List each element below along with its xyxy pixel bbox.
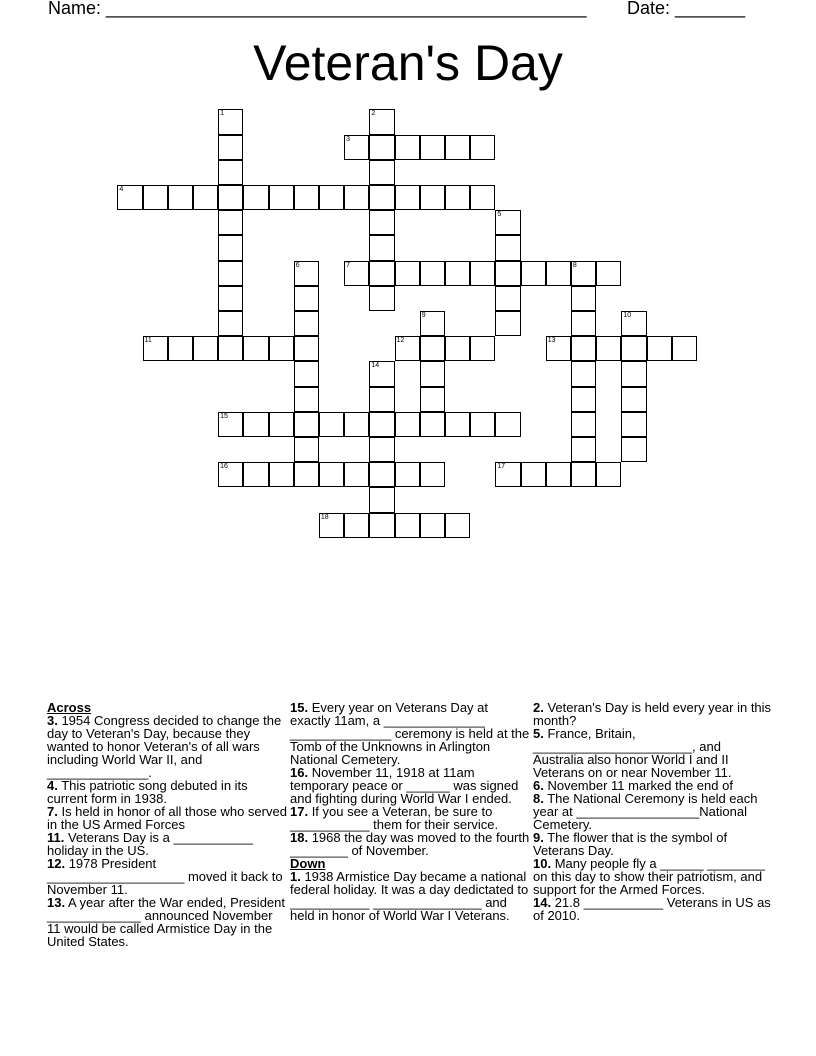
grid-cell[interactable] xyxy=(571,462,596,487)
grid-cell[interactable] xyxy=(571,412,596,437)
clue-text: The National Ceremony is held each year at _________________National Cemetery. xyxy=(533,791,758,832)
clue-number-label: 17 xyxy=(497,463,506,471)
grid-cell[interactable] xyxy=(369,487,394,512)
grid-cell[interactable] xyxy=(596,261,621,286)
clue-number-label: 18 xyxy=(320,513,329,521)
clue-text: If you see a Veteran, be sure to ___________ them for their service. xyxy=(290,804,499,832)
grid-cell[interactable] xyxy=(344,185,369,210)
grid-cell[interactable] xyxy=(571,336,596,361)
grid-cell[interactable] xyxy=(420,387,445,412)
clue-number-label: 6 xyxy=(295,261,300,269)
grid-cell[interactable] xyxy=(193,185,218,210)
clue-across-4 xyxy=(47,779,287,805)
clue-text: 1978 President ___________________ moved it back to November 11. xyxy=(47,856,283,897)
grid-cell[interactable] xyxy=(369,513,394,538)
grid-cell[interactable] xyxy=(445,261,470,286)
grid-cell[interactable] xyxy=(143,336,168,361)
grid-cell[interactable] xyxy=(344,412,369,437)
clue-number-label: 11 xyxy=(144,337,152,345)
grid-cell[interactable] xyxy=(495,462,520,487)
clue-text: Every year on Veterans Day at exactly 11am, a ______________ ______________ ceremony is held at the Tomb of the Unknowns in Arlington National Cemetery. xyxy=(290,700,530,767)
grid-cell[interactable] xyxy=(319,462,344,487)
grid-cell[interactable] xyxy=(546,261,571,286)
clue-number: 17. xyxy=(290,804,309,819)
clue-number: 15. xyxy=(290,700,309,715)
grid-cell[interactable] xyxy=(546,336,571,361)
grid-cell[interactable] xyxy=(294,462,319,487)
clue-number-label: 12 xyxy=(396,337,405,345)
clue-across-16 xyxy=(290,766,530,805)
clue-number: 2. xyxy=(533,700,544,715)
clue-text: November 11, 1918 at 11am temporary peace or ______ was signed and fighting during World War I ended. xyxy=(290,765,519,806)
grid-cell[interactable] xyxy=(369,286,394,311)
grid-cell[interactable] xyxy=(168,185,193,210)
grid-cell[interactable] xyxy=(395,336,420,361)
grid-cell[interactable] xyxy=(369,235,394,260)
grid-cell[interactable] xyxy=(621,336,646,361)
clue-down-1 xyxy=(290,870,530,922)
grid-cell[interactable] xyxy=(470,336,495,361)
grid-cell[interactable] xyxy=(420,261,445,286)
grid-cell[interactable] xyxy=(344,135,369,160)
grid-cell[interactable] xyxy=(193,336,218,361)
grid-cell[interactable] xyxy=(218,185,243,210)
grid-cell[interactable] xyxy=(621,311,646,336)
grid-cell[interactable] xyxy=(344,513,369,538)
grid-cell[interactable] xyxy=(168,336,193,361)
grid-cell[interactable] xyxy=(269,336,294,361)
grid-cell[interactable] xyxy=(369,210,394,235)
date-field: Date: _______ xyxy=(627,0,746,18)
grid-cell[interactable] xyxy=(571,361,596,386)
clue-text: The flower that is the symbol of Veterans Day. xyxy=(533,830,728,858)
grid-cell[interactable] xyxy=(218,286,243,311)
grid-cell[interactable] xyxy=(470,261,495,286)
grid-cell[interactable] xyxy=(420,361,445,386)
clue-number: 1. xyxy=(290,869,301,884)
clue-number: 5. xyxy=(533,726,544,741)
grid-cell[interactable] xyxy=(319,513,344,538)
clue-text: Veteran's Day is held every year in this month? xyxy=(533,700,772,728)
clue-text: 1968 the day was moved to the fourth ________ of November. xyxy=(290,830,530,858)
grid-cell[interactable] xyxy=(218,235,243,260)
grid-cell[interactable] xyxy=(470,185,495,210)
clue-number-label: 5 xyxy=(497,211,502,219)
clue-number-label: 3 xyxy=(346,135,351,143)
clue-number: 14. xyxy=(533,895,552,910)
clue-down-14 xyxy=(533,896,773,922)
grid-cell[interactable] xyxy=(621,361,646,386)
grid-cell[interactable] xyxy=(369,361,394,386)
grid-cell[interactable] xyxy=(420,336,445,361)
clue-column-2 xyxy=(290,701,530,922)
clue-number-label: 7 xyxy=(346,261,351,269)
grid-cell[interactable] xyxy=(294,311,319,336)
grid-cell[interactable] xyxy=(319,412,344,437)
clue-text: 1938 Armistice Day became a national federal holiday. It was a day dedictated to ___________ _______________ and held in honor of World War I Veterans. xyxy=(290,869,529,923)
grid-cell[interactable] xyxy=(369,109,394,134)
clue-number: 12. xyxy=(47,856,66,871)
grid-cell[interactable] xyxy=(495,235,520,260)
grid-cell[interactable] xyxy=(445,185,470,210)
grid-cell[interactable] xyxy=(445,513,470,538)
grid-cell[interactable] xyxy=(344,462,369,487)
grid-cell[interactable] xyxy=(445,412,470,437)
grid-cell[interactable] xyxy=(420,462,445,487)
grid-cell[interactable] xyxy=(294,336,319,361)
clue-number: 9. xyxy=(533,830,544,845)
grid-cell[interactable] xyxy=(420,412,445,437)
grid-cell[interactable] xyxy=(294,286,319,311)
clue-text: A year after the War ended, President _____________ announced November 11 would be called Armistice Day in the United States. xyxy=(47,895,285,949)
clue-across-18 xyxy=(290,831,530,857)
grid-cell[interactable] xyxy=(571,437,596,462)
grid-cell[interactable] xyxy=(672,336,697,361)
grid-cell[interactable] xyxy=(420,513,445,538)
grid-cell[interactable] xyxy=(521,462,546,487)
grid-cell[interactable] xyxy=(143,185,168,210)
clue-number-label: 13 xyxy=(547,337,556,345)
grid-cell[interactable] xyxy=(294,412,319,437)
grid-cell[interactable] xyxy=(218,462,243,487)
clue-text: November 11 marked the end of xyxy=(543,778,733,793)
grid-cell[interactable] xyxy=(395,135,420,160)
grid-cell[interactable] xyxy=(218,336,243,361)
clue-number-label: 9 xyxy=(421,311,426,319)
grid-cell[interactable] xyxy=(243,185,268,210)
clue-column-1 xyxy=(47,701,287,948)
clue-text: This patriotic song debuted in its current form in 1938. xyxy=(47,778,248,806)
grid-cell[interactable] xyxy=(571,261,596,286)
clue-number: 8. xyxy=(533,791,544,806)
clue-number-label: 14 xyxy=(371,362,380,370)
grid-cell[interactable] xyxy=(470,412,495,437)
grid-cell[interactable] xyxy=(218,109,243,134)
clue-number-label: 8 xyxy=(572,261,577,269)
clue-number-label: 16 xyxy=(220,463,228,471)
clue-number: 6. xyxy=(533,778,544,793)
grid-cell[interactable] xyxy=(521,261,546,286)
grid-cell[interactable] xyxy=(218,210,243,235)
grid-cell[interactable] xyxy=(369,437,394,462)
grid-cell[interactable] xyxy=(269,185,294,210)
clue-down-10 xyxy=(533,857,773,896)
clue-text: Many people fly a ______ ________ on this day to show their patriotism, and support for the Armed Forces. xyxy=(533,856,766,897)
clue-number: 16. xyxy=(290,765,309,780)
clue-number: 7. xyxy=(47,804,58,819)
grid-cell[interactable] xyxy=(218,160,243,185)
grid-cell[interactable] xyxy=(243,412,268,437)
grid-cell[interactable] xyxy=(420,135,445,160)
clue-number-label: 2 xyxy=(371,110,376,118)
across-heading: Across xyxy=(47,700,92,715)
grid-cell[interactable] xyxy=(294,185,319,210)
clue-number: 18. xyxy=(290,830,309,845)
grid-cell[interactable] xyxy=(369,412,394,437)
clue-number: 10. xyxy=(533,856,552,871)
clue-number: 11. xyxy=(47,830,65,845)
grid-cell[interactable] xyxy=(621,387,646,412)
grid-cell[interactable] xyxy=(571,286,596,311)
grid-cell[interactable] xyxy=(369,261,394,286)
clue-text: Is held in honor of all those who served in the US Armed Forces xyxy=(47,804,287,832)
grid-cell[interactable] xyxy=(470,135,495,160)
grid-cell[interactable] xyxy=(269,462,294,487)
clue-text: 21.8 ___________ Veterans in US as of 2010. xyxy=(533,895,771,923)
grid-cell[interactable] xyxy=(369,462,394,487)
clue-number-label: 4 xyxy=(119,185,124,193)
grid-cell[interactable] xyxy=(495,412,520,437)
grid-cell[interactable] xyxy=(445,336,470,361)
grid-cell[interactable] xyxy=(420,185,445,210)
grid-cell[interactable] xyxy=(369,185,394,210)
clue-down-2 xyxy=(533,701,773,727)
grid-cell[interactable] xyxy=(117,185,142,210)
grid-cell[interactable] xyxy=(294,387,319,412)
grid-cell[interactable] xyxy=(243,462,268,487)
grid-cell[interactable] xyxy=(395,462,420,487)
clue-text: Veterans Day is a ___________ holiday in the US. xyxy=(47,830,253,858)
clue-column-3 xyxy=(533,701,773,922)
clue-down-5 xyxy=(533,727,773,779)
name-field: Name: ________________________________________________ xyxy=(48,0,587,18)
grid-cell[interactable] xyxy=(369,135,394,160)
grid-cell[interactable] xyxy=(344,261,369,286)
grid-cell[interactable] xyxy=(395,412,420,437)
clue-across-13 xyxy=(47,896,287,948)
grid-cell[interactable] xyxy=(647,336,672,361)
clue-down-8 xyxy=(533,792,773,831)
grid-cell[interactable] xyxy=(294,261,319,286)
grid-cell[interactable] xyxy=(395,185,420,210)
clue-number: 3. xyxy=(47,713,58,728)
clue-number-label: 1 xyxy=(220,110,225,118)
grid-cell[interactable] xyxy=(218,412,243,437)
page-title: Veteran's Day xyxy=(253,35,563,91)
down-heading: Down xyxy=(290,856,326,871)
grid-cell[interactable] xyxy=(596,336,621,361)
clue-across-11 xyxy=(47,831,287,857)
grid-cell[interactable] xyxy=(445,135,470,160)
clue-text: France, Britain, ______________________, and Australia also honor World I and II Veterans on or near November 11. xyxy=(533,726,732,780)
clue-down-9 xyxy=(533,831,773,857)
grid-cell[interactable] xyxy=(395,261,420,286)
grid-cell[interactable] xyxy=(420,311,445,336)
grid-cell[interactable] xyxy=(218,311,243,336)
grid-cell[interactable] xyxy=(596,462,621,487)
grid-cell[interactable] xyxy=(218,135,243,160)
clue-number-label: 10 xyxy=(623,311,632,319)
grid-cell[interactable] xyxy=(294,437,319,462)
grid-cell[interactable] xyxy=(495,210,520,235)
grid-cell[interactable] xyxy=(243,336,268,361)
grid-cell[interactable] xyxy=(495,261,520,286)
clue-across-15 xyxy=(290,701,530,766)
clue-across-17 xyxy=(290,805,530,831)
grid-cell[interactable] xyxy=(294,361,319,386)
grid-cell[interactable] xyxy=(495,286,520,311)
grid-cell[interactable] xyxy=(571,387,596,412)
grid-cell[interactable] xyxy=(621,412,646,437)
clue-across-12 xyxy=(47,857,287,896)
grid-cell[interactable] xyxy=(369,387,394,412)
grid-cell[interactable] xyxy=(571,311,596,336)
grid-cell[interactable] xyxy=(319,185,344,210)
clue-number: 13. xyxy=(47,895,66,910)
clue-number: 4. xyxy=(47,778,58,793)
grid-cell[interactable] xyxy=(546,462,571,487)
clue-across-7 xyxy=(47,805,287,831)
grid-cell[interactable] xyxy=(269,412,294,437)
grid-cell[interactable] xyxy=(495,311,520,336)
clue-number-label: 15 xyxy=(220,412,228,420)
clue-across-3 xyxy=(47,714,287,779)
grid-cell[interactable] xyxy=(369,160,394,185)
clue-text: 1954 Congress decided to change the day to Veteran's Day, because they wanted to honor Veteran's of all wars including World War II, and ______________. xyxy=(47,713,282,780)
grid-cell[interactable] xyxy=(218,261,243,286)
grid-cell[interactable] xyxy=(621,437,646,462)
grid-cell[interactable] xyxy=(395,513,420,538)
